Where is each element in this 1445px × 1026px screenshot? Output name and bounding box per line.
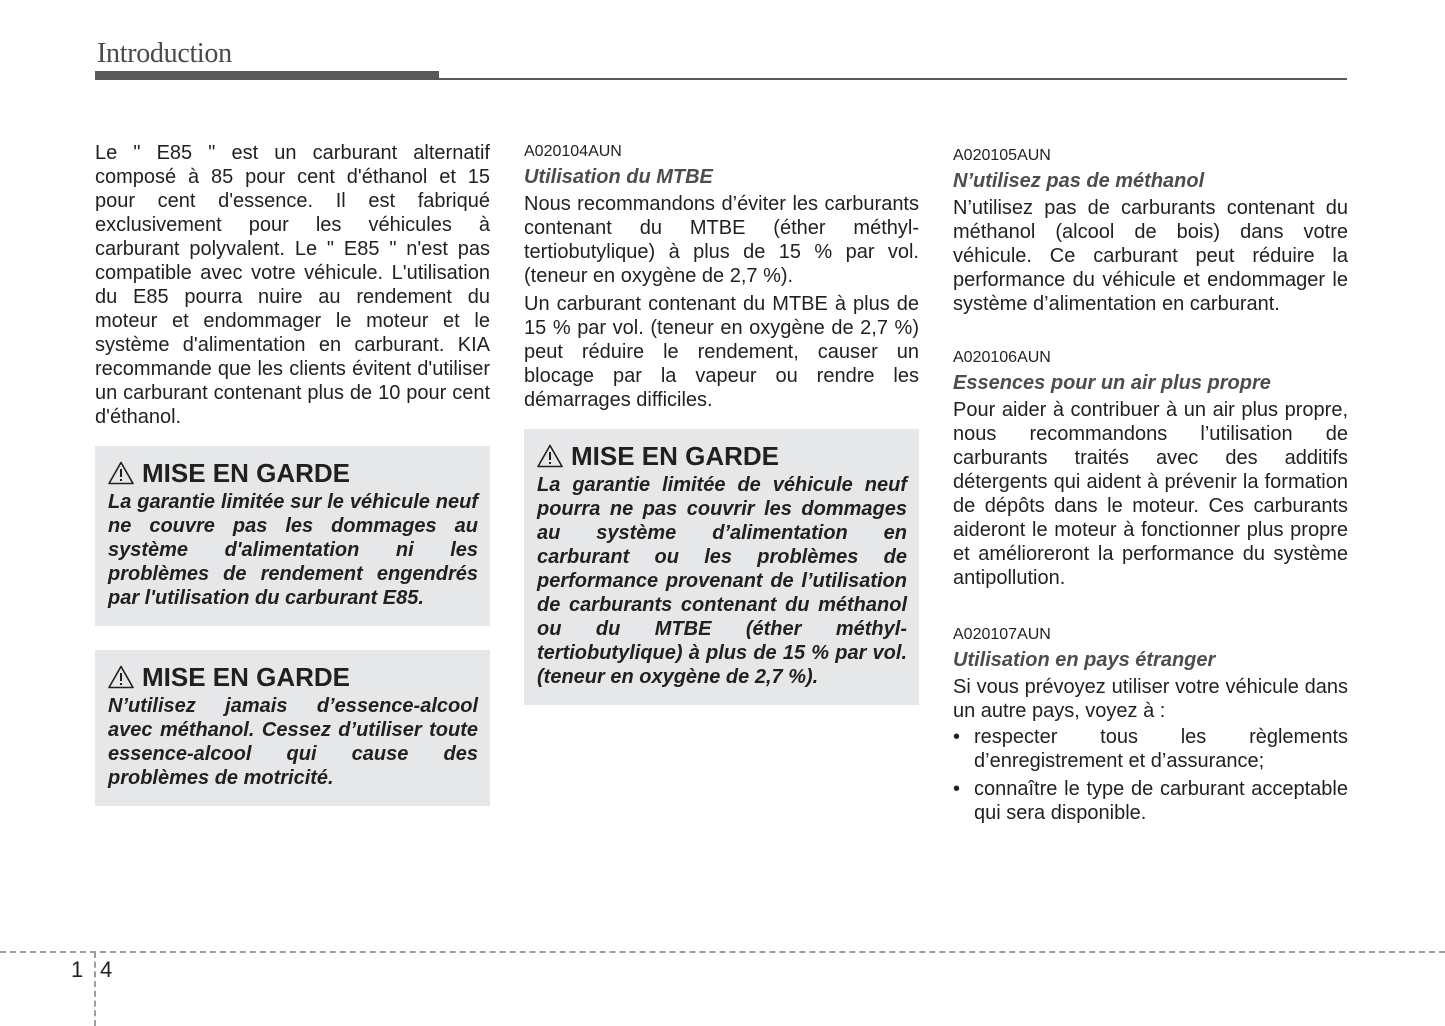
section-code: A020107AUN — [953, 626, 1051, 643]
warning-triangle-icon — [108, 461, 134, 485]
warning-triangle-icon — [537, 444, 563, 468]
footer-divider — [0, 951, 1445, 953]
warning-box-mtbe — [524, 429, 919, 705]
warning-title — [537, 441, 907, 471]
warning-title-text: MISE EN GARDE — [142, 458, 351, 488]
methanol-paragraph: N’utilisez pas de carburants contenant du méthanol (alcool de bois) dans votre véhicule. Ce carburant peut réduire la performance du véhicule et endommager le système d’alimentation en carburant. — [953, 197, 1348, 315]
warning-box-e85 — [95, 446, 490, 626]
foreign-country-list — [953, 725, 1348, 825]
column-left — [95, 141, 490, 806]
warning-body: La garantie limitée sur le véhicule neuf ne couvre pas les dommages au système d'alimentation ni les problèmes de rendement engendrés par l'utilisation du carburant E85. — [108, 491, 478, 609]
list-item: • respecter tous les règlements d’enregistrement et d’assurance; — [953, 725, 1348, 773]
warning-title — [108, 458, 478, 488]
warning-body: N’utilisez jamais d’essence-alcool avec méthanol. Cessez d’utiliser toute essence-alcool qui cause des problèmes de motricité. — [108, 695, 478, 789]
list-item: • connaître le type de carburant acceptable qui sera disponible. — [953, 777, 1348, 825]
foreign-country-paragraph: Si vous prévoyez utiliser votre véhicule dans un autre pays, voyez à : — [953, 676, 1348, 722]
footer-vertical-divider — [94, 952, 96, 1026]
section-subheading: Utilisation en pays étranger — [953, 649, 1216, 671]
section-subheading: Utilisation du MTBE — [524, 166, 713, 188]
column-right — [953, 146, 1348, 829]
section-subheading: N’utilisez pas de méthanol — [953, 170, 1205, 192]
clean-air-paragraph: Pour aider à contribuer à un air plus propre, nous recommandons l’utilisation de carburants traités avec des additifs détergents qui aident à prévenir la formation de dépôts dans le moteur. Ces carburants aideront le moteur à fonctionner plus propre et amélioreront la performance du système antipollution. — [953, 399, 1348, 589]
mtbe-paragraph-2: Un carburant contenant du MTBE à plus de 15 % par vol. (teneur en oxygène de 2,7 %) peut réduire le rendement, causer un blocage par la vapeur ou rendre les démarrages difficiles. — [524, 293, 919, 411]
section-code: A020106AUN — [953, 349, 1051, 366]
warning-body: La garantie limitée de véhicule neuf pourra ne pas couvrir les dommages au système d’alimentation en carburant ou les problèmes de performance provenant de l’utilisation de carburants contenant du méthanol ou du MTBE (éther méthyl-tertiobutylique) à plus de 15 % par vol. (teneur en oxygène de 2,7 %). — [537, 474, 907, 688]
e85-paragraph: Le " E85 " est un carburant alternatif composé à 85 pour cent d'éthanol et 15 pour cent d'essence. Il est fabriqué exclusivement pour les véhicules à carburant polyvalent. Le " E85 " n'est pas compatible avec votre véhicule. L'utilisation du E85 pourra nuire au rendement du moteur et endommager le moteur et le système d'alimentation en carburant. KIA recommande que les clients évitent d'utiliser un carburant contenant plus de 10 pour cent d'éthanol. — [95, 142, 490, 428]
section-subheading: Essences pour un air plus propre — [953, 372, 1271, 394]
column-middle — [524, 142, 919, 705]
warning-title — [108, 662, 478, 692]
header-rule-thick — [95, 71, 439, 80]
header-rule-thin — [439, 78, 1347, 80]
chapter-number: 1 — [71, 957, 84, 982]
warning-box-methanol — [95, 650, 490, 806]
section-code: A020105AUN — [953, 147, 1051, 164]
warning-title-text: MISE EN GARDE — [571, 441, 780, 471]
warning-title-text: MISE EN GARDE — [142, 662, 351, 692]
page-section-title: Introduction — [97, 38, 232, 69]
warning-triangle-icon — [108, 665, 134, 689]
page-number: 4 — [100, 957, 113, 982]
section-code: A020104AUN — [524, 143, 622, 160]
mtbe-paragraph-1: Nous recommandons d’éviter les carburants contenant du MTBE (éther méthyl-tertiobutylique) à plus de 15 % par vol. (teneur en oxygène de 2,7 %). — [524, 193, 919, 287]
